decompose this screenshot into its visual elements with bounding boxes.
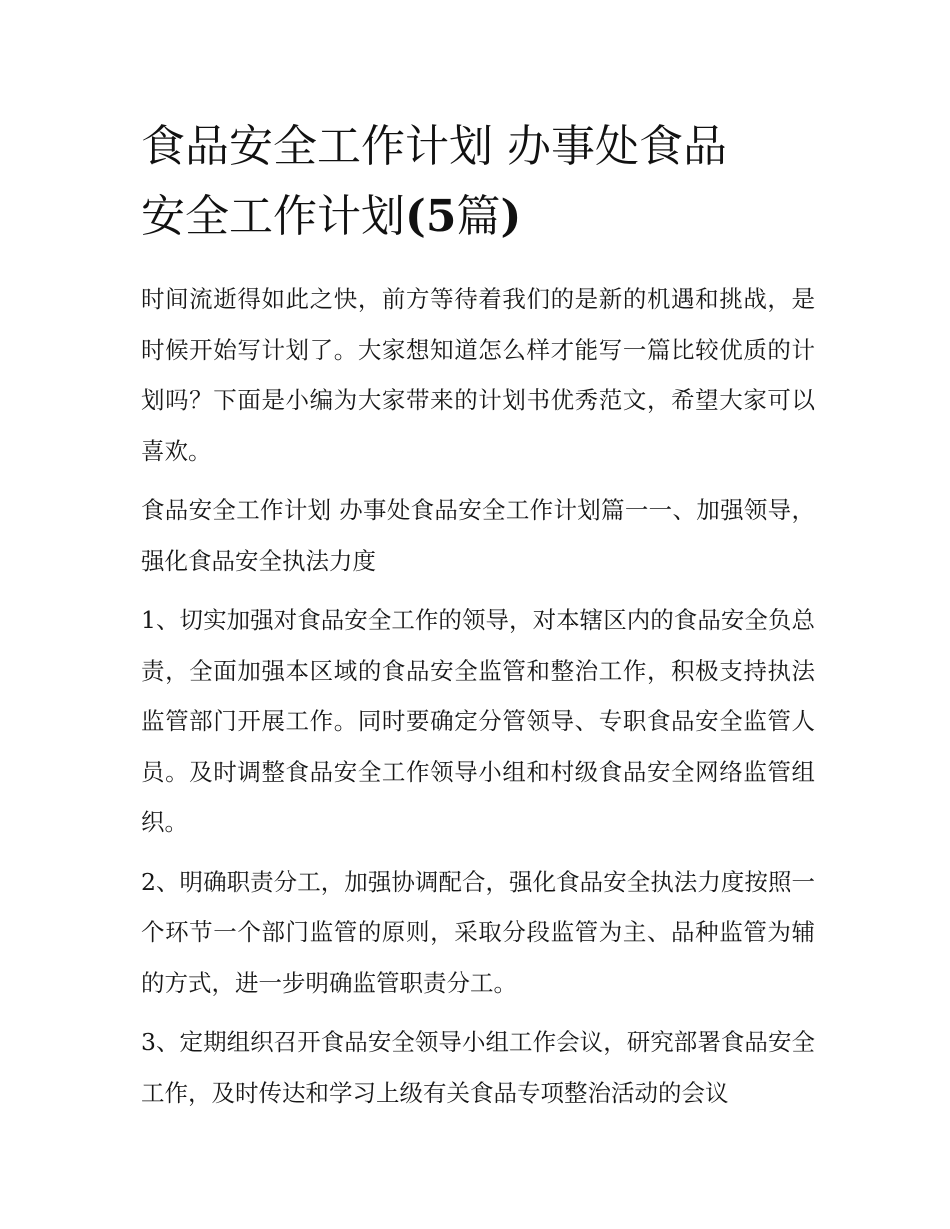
title-line-1: 食品安全工作计划 办事处食品 [141,121,727,172]
paragraph-item-3: 3、定期组织召开食品安全领导小组工作会议，研究部署食品安全工作，及时传达和学习上级有关食品专项整治活动的会议 [141,1028,815,1107]
document-body [141,112,815,1118]
paragraph-item-1: 1、切实加强对食品安全工作的领导，对本辖区内的食品安全负总责，全面加强本区域的食品安全监管和整治工作，积极支持执法监管部门开展工作。同时要确定分管领导、专职食品安全监管人员。及时调整食品安全工作领导小组和村级食品安全网络监管组织。 [141,606,815,836]
title-line-2-mid: 篇 [456,191,501,242]
title-line-2-prefix: 安全工作计划 [141,191,405,242]
title-line-2-number: (5 [405,191,457,242]
title-line-2-suffix: ) [500,191,522,242]
paragraph-intro: 时间流逝得如此之快，前方等待着我们的是新的机遇和挑战，是时候开始写计划了。大家想知道怎么样才能写一篇比较优质的计划吗？下面是小编为大家带来的计划书优秀范文，希望大家可以喜欢。 [141,285,815,465]
paragraph-section-heading: 食品安全工作计划 办事处食品安全工作计划篇一一、加强领导，强化食品安全执法力度 [141,496,815,575]
document-title [141,112,815,252]
paragraph-item-2: 2、明确职责分工，加强协调配合，强化食品安全执法力度按照一个环节一个部门监管的原则，采取分段监管为主、品种监管为辅的方式，进一步明确监管职责分工。 [141,867,815,997]
